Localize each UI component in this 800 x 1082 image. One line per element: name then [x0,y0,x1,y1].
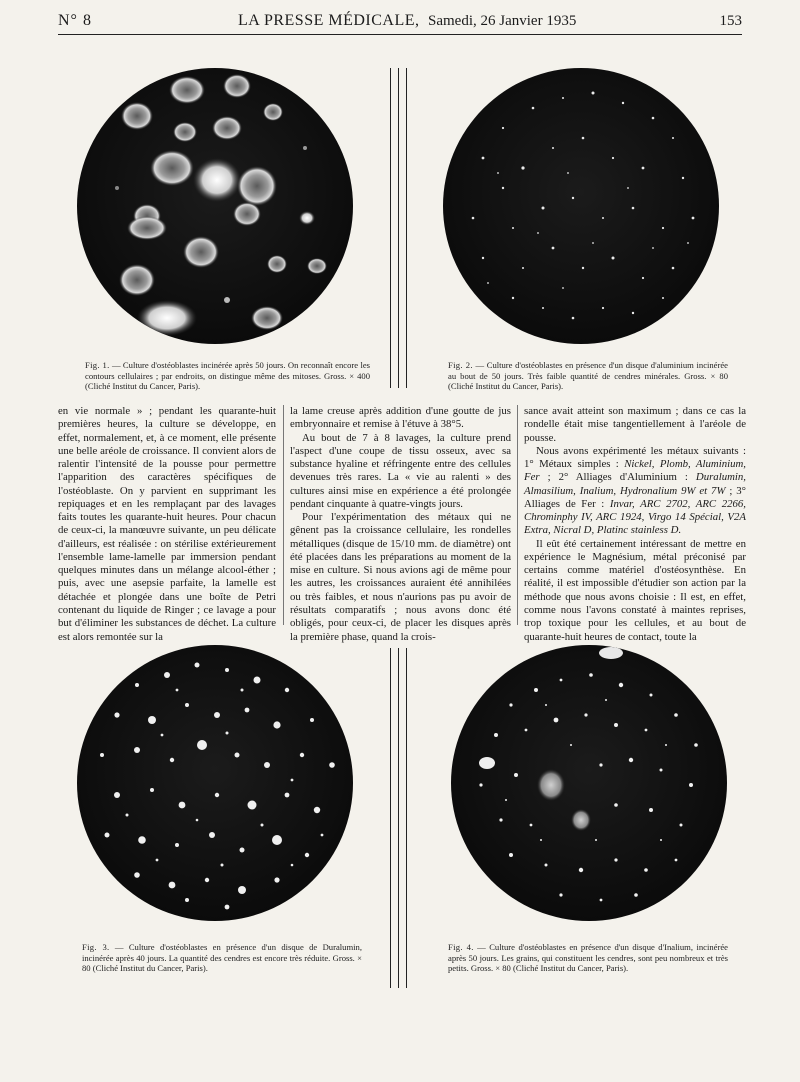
figure-1-caption-text: — Culture d'ostéoblastes incinérée après 50 jours. On reconnaît encore les contours cellulaires ; par endroits, on distingue même des mitoses. Gross. × 400 (Cliché Institut du Cancer, Paris). [85,360,370,392]
iron-alloy-names: Invar, ARC 2702, ARC 2266, Chrominphy IV, ARC 1924, Virgo 14 Spécial, V2A Extra, Nicral D, Platinc stainless D. [524,497,746,537]
paragraph: en vie normale » ; pendant les quarante-huit premières heures, la culture se développe, en effet, normalement, et, à ce moment, elle présente une belle aréole de croissance. Il convient alors de ralentir l'intensité de la pousse pour permettre l'apparition des caractères spécifiques de l'ostéoblaste. On y parvient en supprimant les repiquages et en les remplaçant par des lavages faits toutes les quarante-huit heures. Pour chacun de ceux-ci, la manœuvre suivante, un peu délicate d'ailleurs, est réalisée : on stérilise extérieurement l'ensemble lame-lamelle par immersion pendant quelques minutes dans un mélange alcool-éther ; puis, avec une asepsie parfaite, la lamelle est détachée et plongée dans une boîte de Petri contenant du liquide de Ringer ; ce lavage a pour but d'éliminer les substances de déchet. La culture est alors remontée sur la [58,405,276,643]
figure-3-caption [82,942,362,974]
figure-divider-rule [398,648,399,988]
figure-2-caption-text: — Culture d'ostéoblastes en présence d'un disque d'aluminium incinérée au bout de 50 jours. Très faible quantité de cendres minérales. Gross. × 80 (Cliché Institut du Cancer, Paris). [448,360,728,392]
figure-divider-rule [390,648,391,988]
text-run: Nous avons expérimenté les métaux suivants : 1° Métaux simples : [524,444,746,471]
text-column-3 [524,405,746,644]
figure-4-label: Fig. 4. [448,942,474,952]
micrograph-fig3 [77,645,353,921]
figure-2-caption [448,360,728,392]
figure-divider-rule [406,68,407,388]
figure-1-label: Fig. 1. [85,360,110,370]
figure-2-label: Fig. 2. [448,360,473,370]
micrograph-fig4 [451,645,727,921]
paragraph: la lame creuse après addition d'une goutte de jus embryonnaire et remise à l'étuve à 38°5. [290,405,511,431]
figure-divider-rule [398,68,399,388]
figure-4-caption-text: — Culture d'ostéoblastes en présence d'un disque d'Inalium, incinérée après 50 jours. Les grains, qui constituent les cendres, sont peu nombreux et très petits. Gross. × 80 (Cliché Institut du Cancer, Paris). [448,942,728,974]
paragraph: Pour l'expérimentation des métaux qui ne gênent pas la croissance cellulaire, les rondelles métalliques (disque de 15/10 mm. de diamètre) ont été placées dans les préparations au moment de la mise en culture. Si nous avions agi de même pour les autres, les croissances auraient été annihilées ou très faibles, et nous n'aurions pas pu avoir de résultats comparatifs ; nous avons donc été obligés, pour ceux-ci, de placer les disques après la première phase, quand la crois- [290,511,511,643]
text-column-2 [290,405,511,644]
figure-3-caption-text: — Culture d'ostéoblastes en présence d'un disque de Duralumin, incinérée après 40 jours. La quantité des cendres est encore très réduite. Gross. × 80 (Cliché Institut du Cancer, Paris). [82,942,362,974]
issue-number: N° 8 [58,12,92,29]
journal-title [238,12,576,30]
text-run: ; 3° Alliages de Fer : [524,484,746,510]
journal-name: LA PRESSE MÉDICALE, [238,12,420,29]
micrograph-fig3-image [77,645,353,921]
paragraph: Au bout de 7 à 8 lavages, la culture prend l'aspect d'une coupe de tissu osseux, avec sa substance hyaline et réfringente entre des cellules devenues très rares. La « vie au ralenti » des cultures ainsi mise en expérience a été prolongée pendant cinquante à quatre-vingts jours. [290,431,511,510]
paragraph: Il eût été certainement intéressant de mettre en expérience le Magnésium, métal préconisé par certains comme matériel d'ostéosynthèse. En réalité, il est impossible d'étudier son action par la méthode que nous avons choisie : Il est, en effet, comme nous l'avons constaté à maintes reprises, trop toxique pour les cellules, et au bout de quarante-huit heures de contact, toute la [524,537,746,643]
paragraph: sance avait atteint son maximum ; dans ce cas la rondelle était mise tangentiellement à l'aréole de pousse. [524,405,746,444]
issue-date: Samedi, 26 Janvier 1935 [428,13,577,29]
column-rule [517,405,518,625]
figure-4-caption [448,942,728,974]
text-column-1 [58,405,276,644]
metal-names: Nickel, Plomb, Aluminium, Fer [524,458,746,484]
page-header [58,8,742,35]
micrograph-fig1-image [77,68,353,344]
micrograph-fig4-image [451,645,727,921]
figure-divider-rule [390,68,391,388]
text-run: ; 2° Alliages d'Aluminium : [539,471,696,484]
micrograph-fig2 [443,68,719,344]
micrograph-fig2-image [443,68,719,344]
figure-divider-rule [406,648,407,988]
figure-1-caption [85,360,370,392]
micrograph-fig1 [77,68,353,344]
page-number: 153 [719,13,742,29]
metals-list-paragraph [524,445,746,538]
alloy-names: Duralumin, Almasilium, Inalium, Hydronalium 9W et 7W [524,471,746,497]
figure-3-label: Fig. 3. [82,942,110,952]
column-rule [283,405,284,625]
